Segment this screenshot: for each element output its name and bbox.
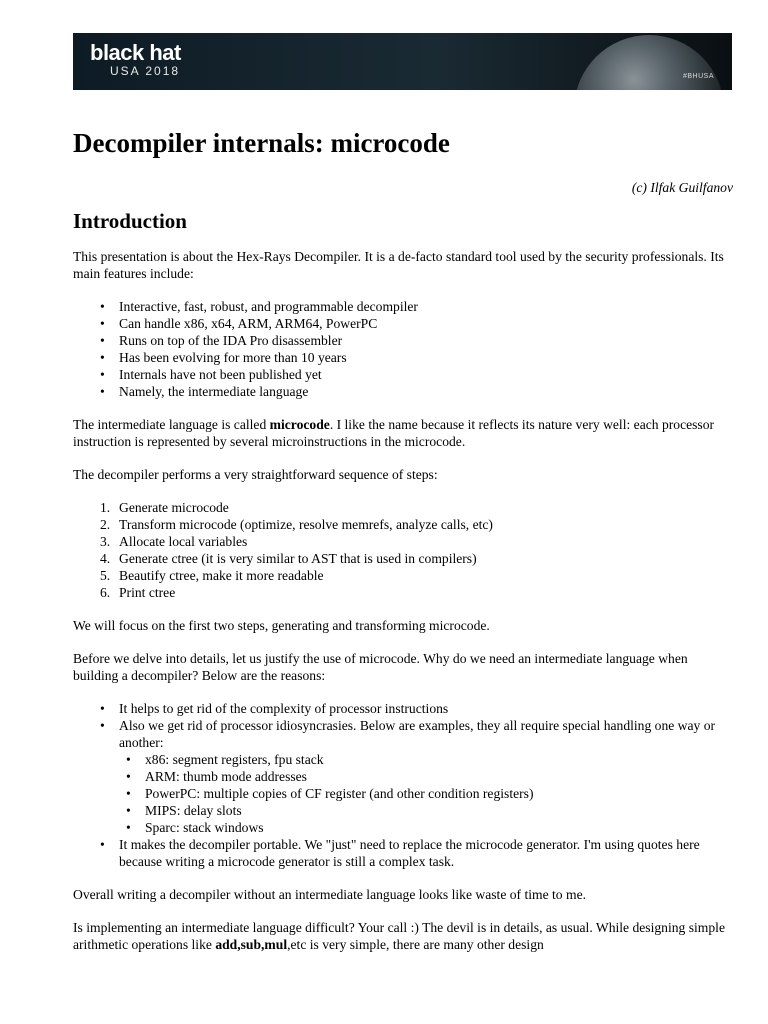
steps-list [73,499,733,601]
list-item: • Has been evolving for more than 10 years [73,349,733,366]
list-item [73,516,733,533]
step-number: 6. [100,585,111,600]
document-body [73,118,733,953]
hashtag: #BHUSA [682,73,714,80]
text-run: ,etc is very simple, there are many other design [287,937,544,952]
logo-text: black hat [90,40,181,65]
step-text: Beautify ctree, make it more readable [119,568,324,583]
list-item: • Can handle x86, x64, ARM, ARM64, PowerPC [73,315,733,332]
focus-paragraph: We will focus on the first two steps, generating and transforming microcode. [73,618,490,633]
list-item: • Internals have not been published yet [73,366,733,383]
list-item [73,533,733,550]
step-number: 1. [100,500,111,515]
reasons-list [73,700,733,870]
author-line: (c) Ilfak Guilfanov [631,180,733,195]
document-title: Decompiler internals: microcode [73,128,450,158]
step-text: Generate ctree (it is very similar to AST that is used in compilers) [119,551,477,566]
list-item [73,717,733,836]
examples-sublist [73,751,733,836]
intro-paragraph: This presentation is about the Hex-Rays Decompiler. It is a de-facto standard tool used by the security professionals. Its main features include: [73,249,724,281]
step-text: Transform microcode (optimize, resolve memrefs, analyze calls, etc) [119,517,493,532]
blackhat-banner [73,33,732,90]
sublist-item: • Sparc: stack windows [73,819,733,836]
logo-subtitle: USA 2018 [110,64,181,78]
step-text: Print ctree [119,585,176,600]
step-text: Generate microcode [119,500,229,515]
bold-term: microcode [269,417,330,432]
list-item: • Namely, the intermediate language [73,383,733,400]
sublist-item: • ARM: thumb mode addresses [73,768,733,785]
sublist-item: • PowerPC: multiple copies of CF register (and other condition registers) [73,785,733,802]
step-number: 4. [100,551,111,566]
step-number: 3. [100,534,111,549]
list-item [73,499,733,516]
step-number: 5. [100,568,111,583]
list-item: • Runs on top of the IDA Pro disassembler [73,332,733,349]
list-item [73,550,733,567]
feature-list [73,298,733,400]
sublist-item: • x86: segment registers, fpu stack [73,751,733,768]
text-run: The intermediate language is called [73,417,270,432]
list-item [73,567,733,584]
step-number: 2. [100,517,111,532]
list-item: • It makes the decompiler portable. We "just" need to replace the microcode generator. I'm using quotes here because writing a microcode generator is still a complex task. [73,836,733,870]
steps-intro: The decompiler performs a very straightforward sequence of steps: [73,467,438,482]
text-run: . I like the name because it reflects its nature very well: each processor instruction is represented by several microinstructions in the microcode. [73,417,715,449]
list-item: • Interactive, fast, robust, and programmable decompiler [73,298,733,315]
step-text: Allocate local variables [119,534,248,549]
list-item: • It helps to get rid of the complexity of processor instructions [73,700,733,717]
microcode-paragraph [73,416,733,450]
moon-graphic [574,35,724,90]
bold-term: add,sub,mul [215,937,288,952]
difficulty-paragraph [73,919,733,953]
blackhat-logo [90,42,181,77]
text-run: Is implementing an intermediate language difficult? Your call :) The devil is in details, as usual. While designing simple arithmetic operations like [73,920,725,952]
list-item-text: Also we get rid of processor idiosyncrasies. Below are examples, they all require special handling one way or another: [119,718,716,750]
overall-paragraph: Overall writing a decompiler without an intermediate language looks like waste of time to me. [73,887,587,902]
justification-paragraph: Before we delve into details, let us justify the use of microcode. Why do we need an intermediate language when building a decompiler? Below are the reasons: [73,651,688,683]
sublist-item: • MIPS: delay slots [73,802,733,819]
section-heading: Introduction [73,209,187,233]
list-item [73,584,733,601]
